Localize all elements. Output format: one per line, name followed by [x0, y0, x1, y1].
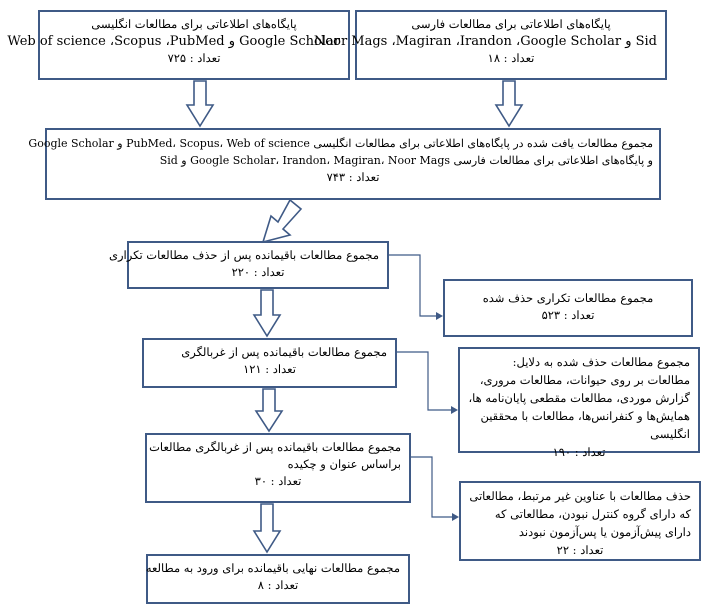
combined-studies-line1: مجموع مطالعات یافت شده در پایگاه‌های اطلاعاتی برای مطالعات انگلیسی PubMed، Scopus، Web of science و Google Scholar: [28, 137, 653, 150]
final-studies-count: تعداد : ۸: [257, 578, 299, 592]
after-title-abstract-title2: براساس عنوان و چکیده: [287, 457, 401, 471]
english-databases-count: تعداد : ۷۲۵: [167, 51, 221, 65]
connector-to-removed-reasons: [397, 352, 452, 410]
removed-unrelated-text: حذف مطالعات با عناوین غیر مرتبط، مطالعاتی که دارای گروه کنترل نبودن، مطالعاتی که دارای پیش‌آزمون یا پس‌آزمون نبودند: [469, 489, 691, 539]
connector-to-duplicates-removed: [389, 255, 437, 316]
after-title-abstract-box: [145, 433, 411, 503]
after-screening-count: تعداد : ۱۲۱: [243, 362, 296, 376]
removed-unrelated-box: [459, 481, 701, 561]
removed-reasons-count: تعداد : ۱۹۰: [552, 445, 606, 459]
after-title-abstract-title: مجموع مطالعات باقیمانده پس از غربالگری مطالعات: [149, 440, 401, 454]
duplicates-removed-count: تعداد : ۵۲۳: [541, 308, 595, 322]
arrow-title-to-final: [254, 504, 280, 552]
final-studies-box: [146, 554, 410, 604]
connector-to-removed-unrelated: [411, 457, 453, 517]
arrow-persian-to-combined: [496, 81, 522, 126]
combined-studies-box: [28, 128, 661, 200]
after-screening-box: [142, 338, 397, 388]
persian-databases-box: [313, 10, 667, 80]
english-databases-box: [7, 10, 350, 80]
duplicates-removed-box: [443, 279, 693, 337]
removed-reasons-box: [458, 347, 700, 459]
after-screening-title: مجموع مطالعات باقیمانده پس از غربالگری: [181, 345, 387, 359]
after-duplicates-count: تعداد : ۲۲۰: [231, 265, 285, 279]
persian-databases-count: تعداد : ۱۸: [487, 51, 535, 65]
english-databases-title: پایگاه‌های اطلاعاتی برای مطالعات انگلیسی: [91, 17, 297, 31]
final-studies-title: مجموع مطالعات نهایی باقیمانده برای ورود به مطالعه: [145, 561, 400, 575]
after-duplicates-title: مجموع مطالعات باقیمانده پس از حذف مطالعات تکراری: [109, 248, 379, 262]
combined-studies-line2: و پایگاه‌های اطلاعاتی برای مطالعات فارسی Google Scholar، Irandon، Magiran، Noor Mags و Sid: [159, 154, 653, 167]
after-duplicates-box: [109, 241, 389, 289]
arrowhead-removed-unrelated: [452, 513, 459, 521]
arrow-combined-to-after-duplicates: [263, 200, 301, 242]
arrowhead-removed-reasons: [451, 406, 458, 414]
arrowhead-duplicates-removed: [436, 312, 443, 320]
duplicates-removed-title: مجموع مطالعات تکراری حذف شده: [482, 291, 654, 305]
arrow-english-to-combined: [187, 81, 213, 126]
combined-studies-count: تعداد : ۷۴۳: [326, 170, 380, 184]
arrow-duplicates-to-screening: [254, 290, 280, 336]
english-databases-sources: Google Scholar و Web of science ،Scopus ،PubMed: [7, 34, 340, 49]
persian-databases-sources: Sid و Noor Mags ،Magiran ،Irandon ،Google Scholar: [313, 34, 657, 49]
after-title-abstract-count: تعداد : ۳۰: [254, 474, 302, 488]
removed-reasons-text: مطالعات بر روی حیوانات، مطالعات مروری، گزارش موردی، مطالعات مقطعی پایان‌نامه ها، همایش‌ها و کنفرانس‌ها، مطالعات با محققین انگلیسی: [468, 373, 690, 441]
removed-reasons-title: مجموع مطالعات حذف شده به دلایل:: [512, 355, 690, 369]
arrow-screening-to-title: [256, 389, 282, 431]
removed-unrelated-count: تعداد : ۲۲: [556, 543, 604, 557]
persian-databases-title: پایگاه‌های اطلاعاتی برای مطالعات فارسی: [411, 17, 611, 31]
